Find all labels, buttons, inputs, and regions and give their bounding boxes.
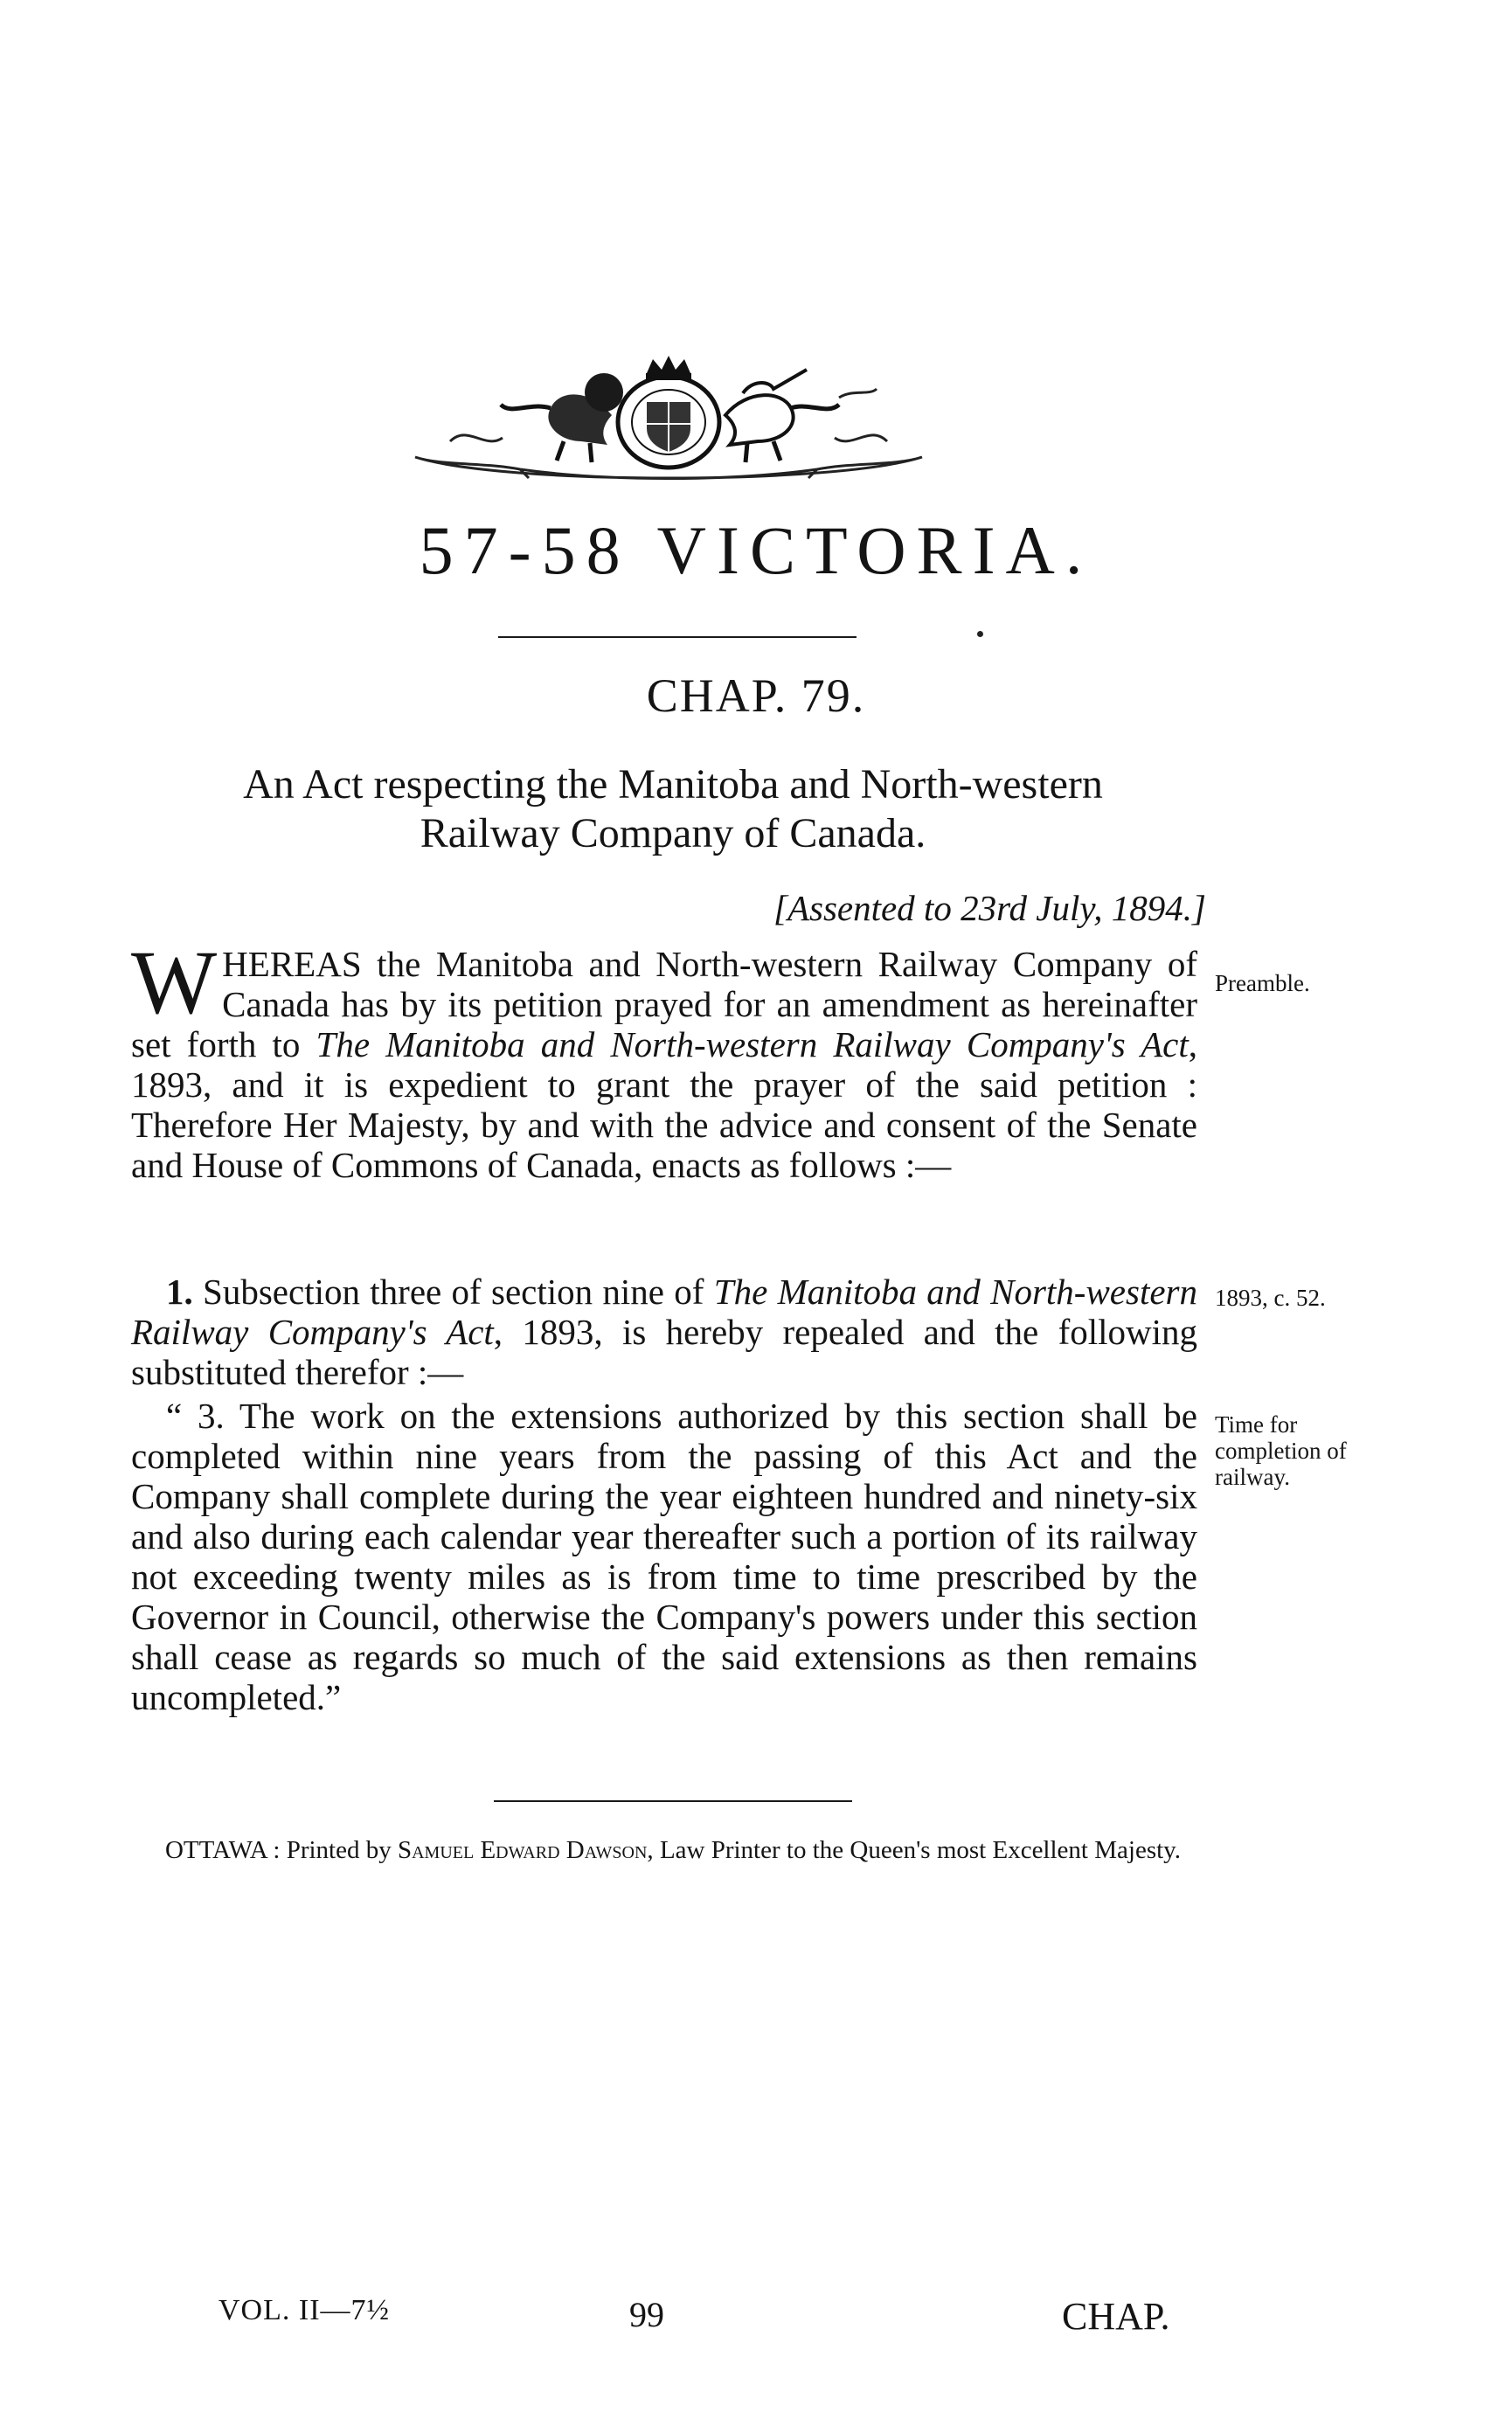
divider-rule-bottom <box>494 1800 852 1802</box>
divider-rule-top <box>498 636 857 638</box>
section-1-text-b: , 1893, is hereby repealed and the following substituted therefor :— <box>131 1312 1197 1392</box>
volume-signature: VOL. II—7½ <box>218 2294 391 2326</box>
royal-arms-crest-icon <box>398 354 940 485</box>
preamble-paragraph <box>131 932 1197 1185</box>
chapter-heading: CHAP. 79. <box>646 669 866 722</box>
page-number: 99 <box>629 2295 664 2334</box>
preamble-text-a: HEREAS the Manitoba and North-western Railway Company of Canada has by its petition prayed for an amendment as hereinafter set forth to <box>131 944 1197 1064</box>
imprint-rest: Law Printer to the Queen's most Excellent Majesty. <box>659 1836 1182 1864</box>
preamble-act-name: The Manitoba and North-western Railway Company's Act <box>316 1024 1189 1064</box>
assent-date: [Assented to 23rd July, 1894.] <box>773 888 1206 928</box>
drop-cap: W <box>131 932 218 1033</box>
imprint-printed-by: Printed by <box>286 1836 392 1864</box>
divider-dot <box>977 631 983 637</box>
catchword: CHAP. <box>1062 2295 1170 2338</box>
printer-imprint <box>149 1835 1197 1865</box>
imprint-place: OTTAWA : <box>164 1836 281 1864</box>
margin-note-preamble: Preamble. <box>1215 970 1310 996</box>
section-1-paragraph <box>131 1272 1197 1392</box>
reign-heading: 57-58 VICTORIA. <box>419 512 1093 588</box>
section-number: 1. <box>166 1272 193 1312</box>
section-1-text-a: Subsection three of section nine of <box>192 1272 714 1312</box>
preamble-text-b: , 1893, and it is expedient to grant the prayer of the said petition : Therefore Her Majesty, by and with the advice and consent of the Senate and House of Commons of Canada, enacts as follows :— <box>131 1024 1197 1185</box>
act-title <box>131 760 1215 858</box>
margin-note-time-for-completion: Time for completion of railway. <box>1215 1411 1347 1490</box>
subsection-3-paragraph: “ 3. The work on the extensions authorized by this section shall be completed within nine years from the passing of this Act and the Company shall complete during the year eighteen hundred and ninety-six and also during each calendar year thereafter such a portion of its railway not exceeding twenty miles as is from time to time prescribed by the Governor in Council, otherwise the Company's powers under this section shall cease as regards so much of the said extensions as then remains uncompleted.” <box>131 1396 1197 1717</box>
act-title-line-2: Railway Company of Canada. <box>420 810 926 856</box>
section-1-act-name: The Manitoba and North-western Railway Company's Act <box>131 1272 1197 1352</box>
margin-note-citation: 1893, c. 52. <box>1215 1285 1326 1311</box>
imprint-printer-name: Samuel Edward Dawson, <box>397 1836 654 1864</box>
act-title-line-1: An Act respecting the Manitoba and North-western <box>243 761 1103 808</box>
